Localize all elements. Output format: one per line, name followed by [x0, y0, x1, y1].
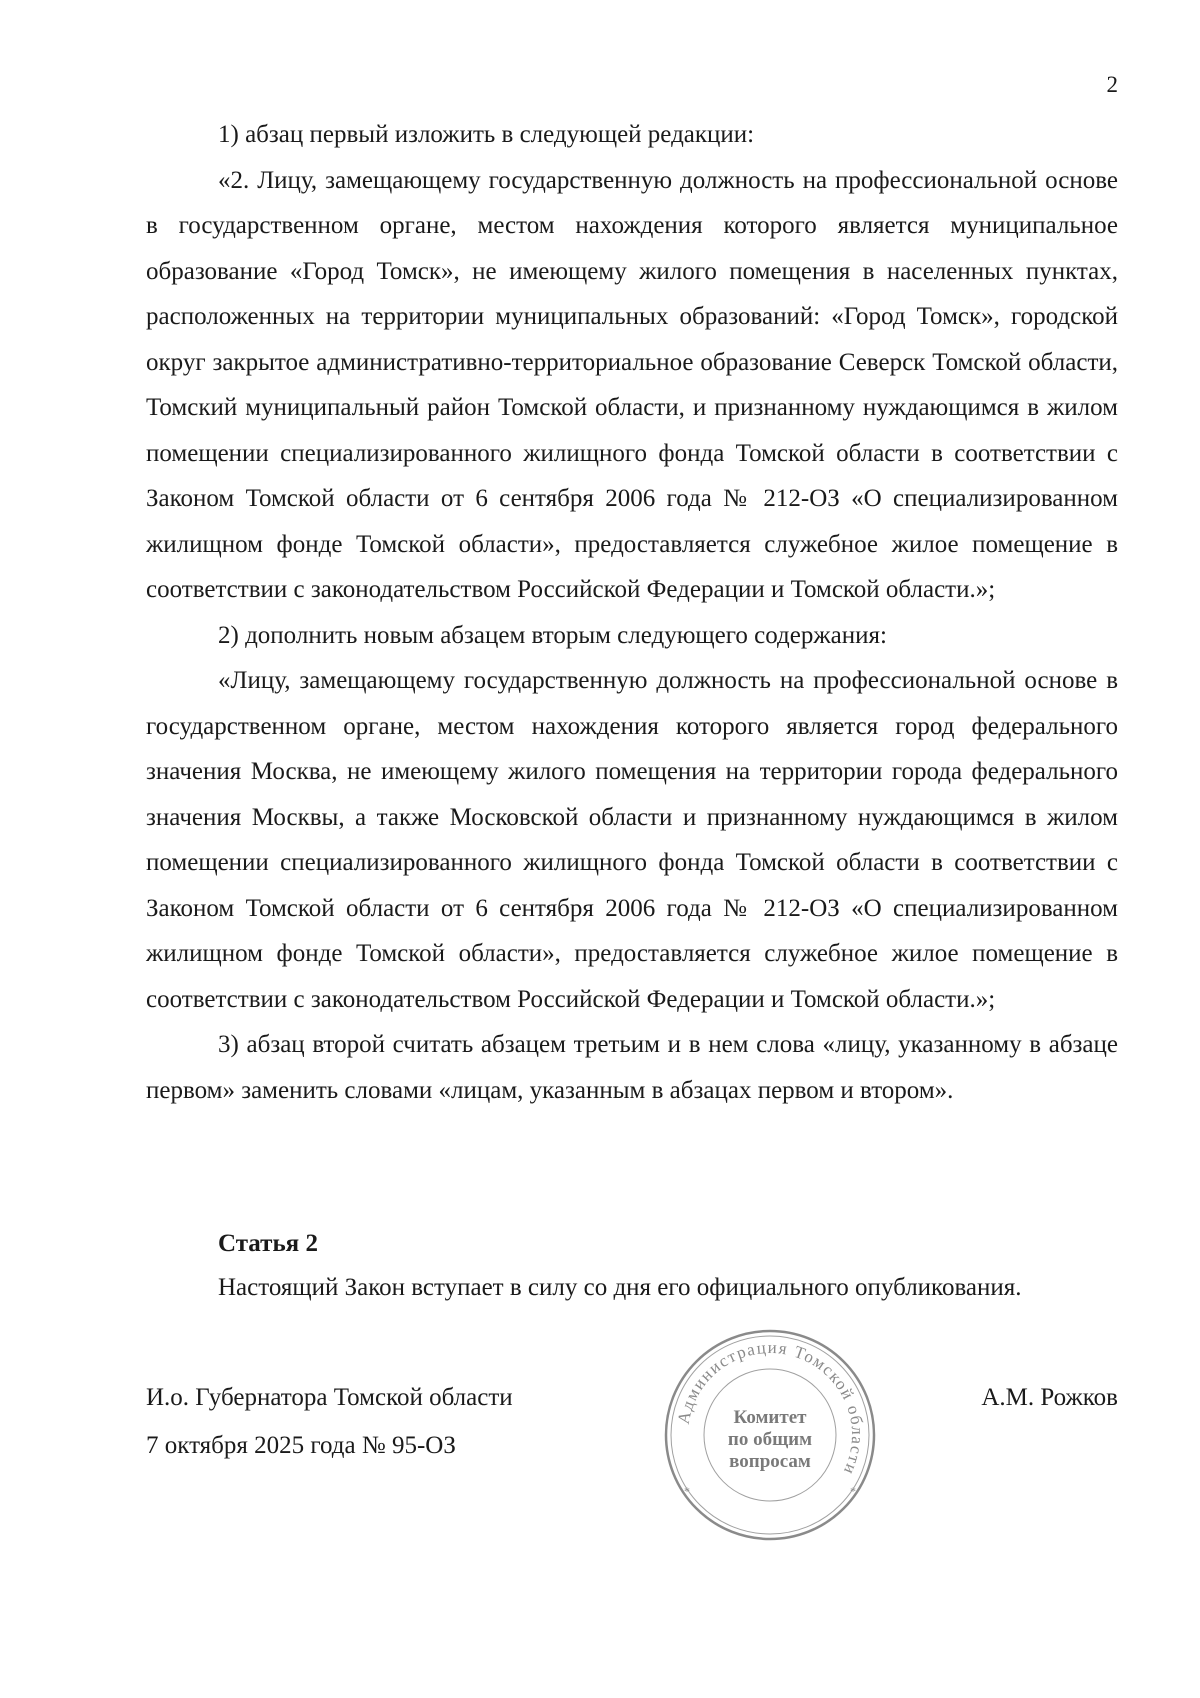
paragraph-2: «2. Лицу, замещающему государственную должность на профессиональной основе в государственном органе, местом нахождения которого является муниципальное образование «Город Томск», не имеющему жилого помещения в населенных пунктах, расположенных на территории муниципальных образований: «Город Томск», городской округ закрытое административно-территориальное образование Северск Томской области, Томский муниципальный район Томской области, и признанному нуждающимся в жилом помещении специализированного жилищного фонда Томской области в соответствии с Законом Томской области от 6 сентября 2006 года № 212-ОЗ «О специализированном жилищном фонде Томской области», предоставляется служебное жилое помещение в соответствии с законодательством Российской Федерации и Томской области.»; [146, 166, 1118, 603]
official-seal [660, 1325, 880, 1545]
seal-center-line-3: вопросам [729, 1451, 811, 1472]
article-text: Настоящий Закон вступает в силу со дня его официального опубликования. [218, 1274, 1022, 1301]
paragraph-1: 1) абзац первый изложить в следующей редакции: [218, 121, 755, 148]
article-heading: Статья 2 [218, 1230, 318, 1257]
law-date-number: 7 октября 2025 года № 95-ОЗ [146, 1432, 456, 1459]
seal-center-line-2: по общим [727, 1429, 813, 1450]
page-number: 2 [1106, 72, 1118, 97]
seal-graphic [660, 1325, 880, 1545]
seal-center-line-1: Комитет [733, 1407, 807, 1428]
law-amendments [146, 112, 1118, 1113]
paragraph-4: «Лицу, замещающему государственную должность на профессиональной основе в государственном органе, местом нахождения которого является город федерального значения Москва, не имеющему жилого помещения на территории города федерального значения Москвы, а также Московской области и признанному нуждающимся в жилом помещении специализированного жилищного фонда Томской области в соответствии с Законом Томской области от 6 сентября 2006 года № 212-ОЗ «О специализированном жилищном фонде Томской области», предоставляется служебное жилое помещение в соответствии с законодательством Российской Федерации и Томской области.»; [146, 667, 1118, 1013]
paragraph-3: 2) дополнить новым абзацем вторым следующего содержания: [218, 621, 887, 649]
seal-star-icon: * [684, 1484, 690, 1498]
signatory-title: И.о. Губернатора Томской области [146, 1384, 513, 1411]
seal-star-icon: * [850, 1484, 856, 1498]
governor-name: А.М. Рожков [981, 1384, 1118, 1411]
paragraph-5: 3) абзац второй считать абзацем третьим и в нем слова «лицу, указанному в абзаце первом» заменить словами «лицам, указанным в абзацах первом и втором». [146, 1031, 1118, 1104]
seal-ring-text: Администрация Томской области [673, 1337, 868, 1479]
